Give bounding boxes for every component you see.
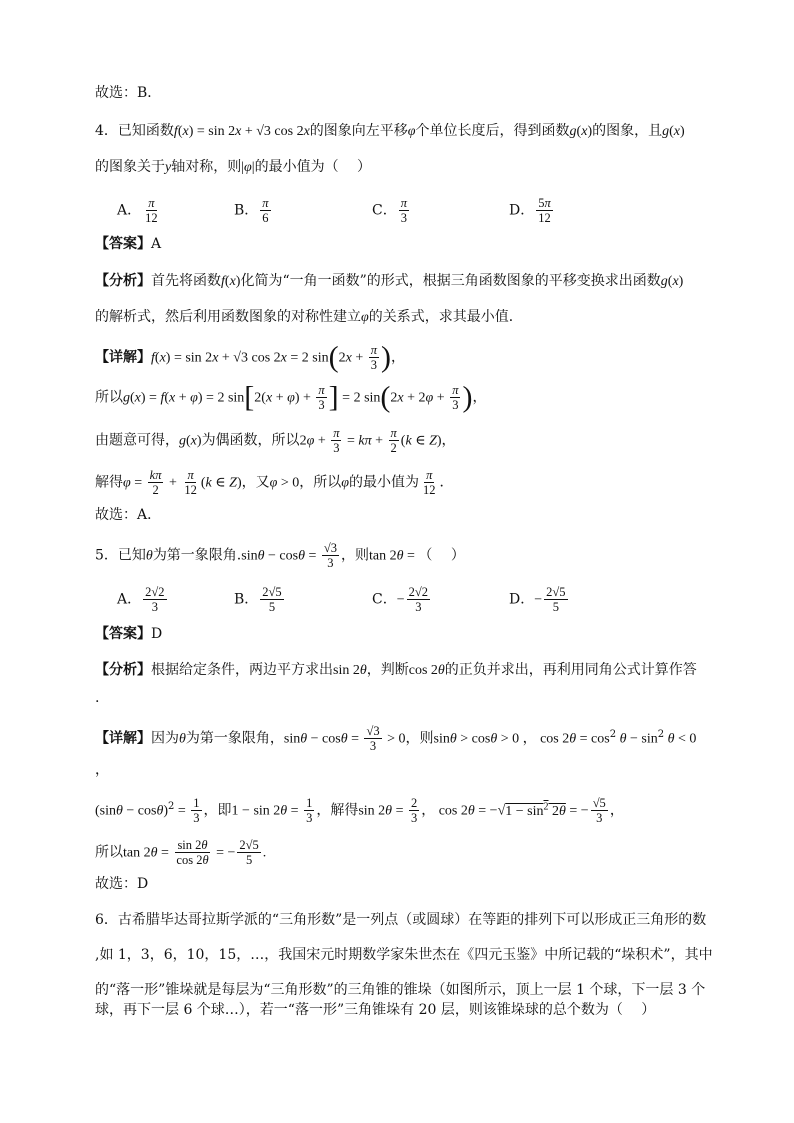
q5-detail-tail: ， <box>95 762 109 778</box>
q5-analysis: 【分析】根据给定条件，两边平方求出sin 2θ，判断cos 2θ的正负并求出，再利用同角公式计算作答 <box>95 662 697 678</box>
q5-analysis-tail: . <box>95 690 100 706</box>
q5-stem: 5．已知θ为第一象限角.sinθ − cosθ = $\frac{√3}{3}$ ，则tan 2θ = （ ） <box>95 541 465 570</box>
q4-option-a[interactable]: A． $\frac{\pi}{12}$ <box>117 196 158 225</box>
q4-option-d[interactable]: D． $\frac{5\pi}{12}$ <box>509 196 551 225</box>
q4-final: 故选：A． <box>95 507 162 523</box>
q5-option-b[interactable]: B． $\frac{2√5}{5}$ <box>234 585 282 614</box>
q5-detail-line3: 所以tan 2θ = $\frac{\sin 2\theta}{\cos 2\theta}$ = − $\frac{2√5}{5}$ . <box>95 838 267 867</box>
q4-stem-line2: 的图象关于y轴对称，则|φ|的最小值为（ ） <box>95 159 372 175</box>
q4-detail-line3: 由题意可得，g(x)为偶函数，所以2φ + $\frac{\pi}{3}$ = kπ + $\frac{\pi}{2}$ (k ∈ Z)， <box>95 426 456 455</box>
q4-detail-line4: 解得φ = $\frac{k\pi}{2}$ + $\frac{\pi}{12}$ (k ∈ Z)，又φ > 0，所以φ的最小值为 $\frac{\pi}{12}$ ． <box>95 468 454 497</box>
q5-detail-line2: $(\sin\theta - \cos\theta)^2$ = $\frac{1}{3}$ ，即1 − sin 2θ = $\frac{1}{3}$ ，解得sin 2θ = $\frac{2}{3}$ ， $\cos 2\theta = -√1 - \sin^2 2\theta$ = − $\frac{√5}{3}$ ， <box>95 796 624 825</box>
q5-final: 故选：D <box>95 876 149 892</box>
answer-line-prev: 故选：B． <box>95 85 162 101</box>
q4-answer: 【答案】A <box>95 236 162 252</box>
q4-detail-line2: 所以g(x) = f(x + φ) = 2 sin[2(x + φ) + $\frac{\pi}{3}$ ] = 2 sin(2x + 2φ + $\frac{\pi}{3}$ )， <box>95 380 487 414</box>
q6-stem-line1: 6．古希腊毕达哥拉斯学派的“三角形数”是一列点（或圆球）在等距的排列下可以形成正三角形的数 <box>95 912 707 928</box>
q6-stem-line3: 的“落一形”锥垛就是每层为“三角形数”的三角锥的锥垛（如图所示，顶上一层 1 个球，下一层 3 个 <box>95 982 706 998</box>
q4-analysis-line1: 【分析】首先将函数f(x)化简为“一角一函数”的形式，根据三角函数图象的平移变换求出函数g(x) <box>95 273 684 289</box>
q4-option-c[interactable]: C． $\frac{\pi}{3}$ <box>372 196 407 225</box>
q5-detail-line1: 【详解】因为θ为第一象限角，sinθ − cosθ = $\frac{√3}{3}$ > 0，则sinθ > cosθ > 0 ， $\cos 2\theta = \cos^2 \theta - \sin^2 \theta < 0$ <box>95 724 697 753</box>
q5-option-d[interactable]: D．− $\frac{2√5}{5}$ <box>509 585 566 614</box>
q4-detail-line1: 【详解】f(x) = sin 2x + √3 cos 2x = 2 sin(2x + $\frac{\pi}{3}$ )， <box>95 340 405 374</box>
q5-option-a[interactable]: A． $\frac{2√2}{3}$ <box>117 585 165 614</box>
q6-stem-line2: ,如 1，3，6，10，15，…，我国宋元时期数学家朱世杰在《四元玉鉴》中所记载的“垛积术”，其中 <box>95 947 713 963</box>
q5-answer: 【答案】D <box>95 626 163 642</box>
q4-option-b[interactable]: B． $\frac{\pi}{6}$ <box>234 196 269 225</box>
q4-stem-line1: 4．已知函数f(x) = sin 2x + √3 cos 2x的图象向左平移φ个单位长度后，得到函数g(x)的图象，且g(x) <box>95 123 685 139</box>
q5-option-c[interactable]: C．− $\frac{2√2}{3}$ <box>372 585 428 614</box>
q4-analysis-line2: 的解析式，然后利用函数图象的对称性建立φ的关系式，求其最小值． <box>95 309 523 325</box>
q6-stem-line4: 球，再下一层 6 个球…），若一“落一形”三角锥垛有 20 层，则该锥垛球的总个数为（ ） <box>95 1002 656 1018</box>
